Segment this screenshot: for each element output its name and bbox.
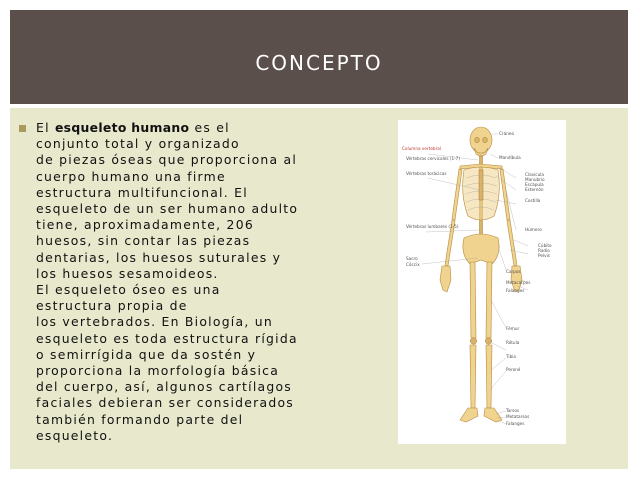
right-forearm-shape	[507, 220, 517, 266]
right-humerus-shape	[500, 169, 510, 220]
label-cubito: Cúbito	[538, 243, 552, 248]
label-coccix: Cóccix	[406, 262, 420, 267]
label-perone: Peroné	[506, 367, 521, 372]
left-foot-shape	[460, 408, 478, 422]
label-clavicula: Clavícula	[525, 172, 544, 177]
label-mandibula: Mandíbula	[499, 155, 521, 160]
label-carpos: Carpos	[506, 269, 521, 274]
paragraph-lead: El	[36, 120, 55, 135]
left-eye-socket	[475, 137, 480, 143]
label-humero: Húmero	[525, 227, 542, 232]
label-falanges-mano: Falanges	[506, 288, 525, 293]
concept-paragraph	[20, 120, 350, 444]
sternum-shape	[479, 170, 483, 200]
label-femur: Fémur	[506, 326, 520, 331]
label-costilla: Costilla	[525, 198, 541, 203]
paragraph-highlight: esqueleto humano	[54, 120, 190, 135]
label-tarsos: Tarsos	[506, 408, 520, 413]
label-craneo: Cráneo	[499, 131, 515, 136]
label-manubrio: Manubrio	[525, 177, 545, 182]
slide-title: CONCEPTO	[255, 51, 383, 75]
right-patella-shape	[485, 338, 491, 344]
left-hand-shape	[440, 266, 451, 292]
label-metacarpos: Metacarpos	[506, 280, 531, 285]
left-femur-shape	[470, 262, 476, 338]
label-columna: Columna vertebral	[402, 146, 442, 151]
skeleton-illustration	[398, 120, 566, 444]
label-pelvis: Pelvis	[538, 253, 550, 258]
pelvis-shape	[463, 234, 499, 264]
label-rotula: Rótula	[506, 340, 520, 345]
right-tibia-shape	[486, 345, 492, 408]
label-esternon: Esternón	[525, 187, 544, 192]
label-escapula: Escápula	[525, 182, 544, 187]
label-sacro: Sacro	[406, 256, 418, 261]
label-cervicales: Vértebras cervicales (1-7)	[406, 156, 460, 161]
left-humerus-shape	[452, 169, 462, 220]
right-eye-socket	[483, 137, 488, 143]
label-lumbares: Vértebras lumbares (1-5)	[406, 224, 459, 229]
label-tibia: Tibia	[506, 354, 516, 359]
label-metatarsos: Metatarsos	[506, 414, 530, 419]
left-tibia-shape	[470, 345, 476, 408]
label-falanges-pie: Falanges	[506, 421, 525, 426]
bullet-icon	[19, 125, 26, 132]
label-toracicas: Vértebras torácicas	[406, 171, 447, 176]
skeleton-figure	[398, 120, 566, 444]
skull-shape	[470, 127, 492, 153]
left-patella-shape	[470, 338, 476, 344]
paragraph-rest: es el conjunto total y organizado de piezas óseas que proporciona al cuerpo humano una firme estructura multifuncional. El esqueleto de un ser humano adulto tiene, aproximadamente, 206 huesos, sin contar las piezas dentarias, los huesos suturales y los huesos sesamoideos. El esqueleto óseo es una estructura propia de los vertebrados. En Biología, un esqueleto es toda estructura rígida o semirrígida que da sostén y proporciona la morfología básica del cuerpo, así, algunos cartílagos faciales debieran ser considerados también formando parte del esqueleto.	[36, 120, 299, 443]
label-radio: Radio	[538, 248, 550, 253]
body-text	[20, 120, 350, 444]
right-foot-shape	[484, 408, 502, 422]
